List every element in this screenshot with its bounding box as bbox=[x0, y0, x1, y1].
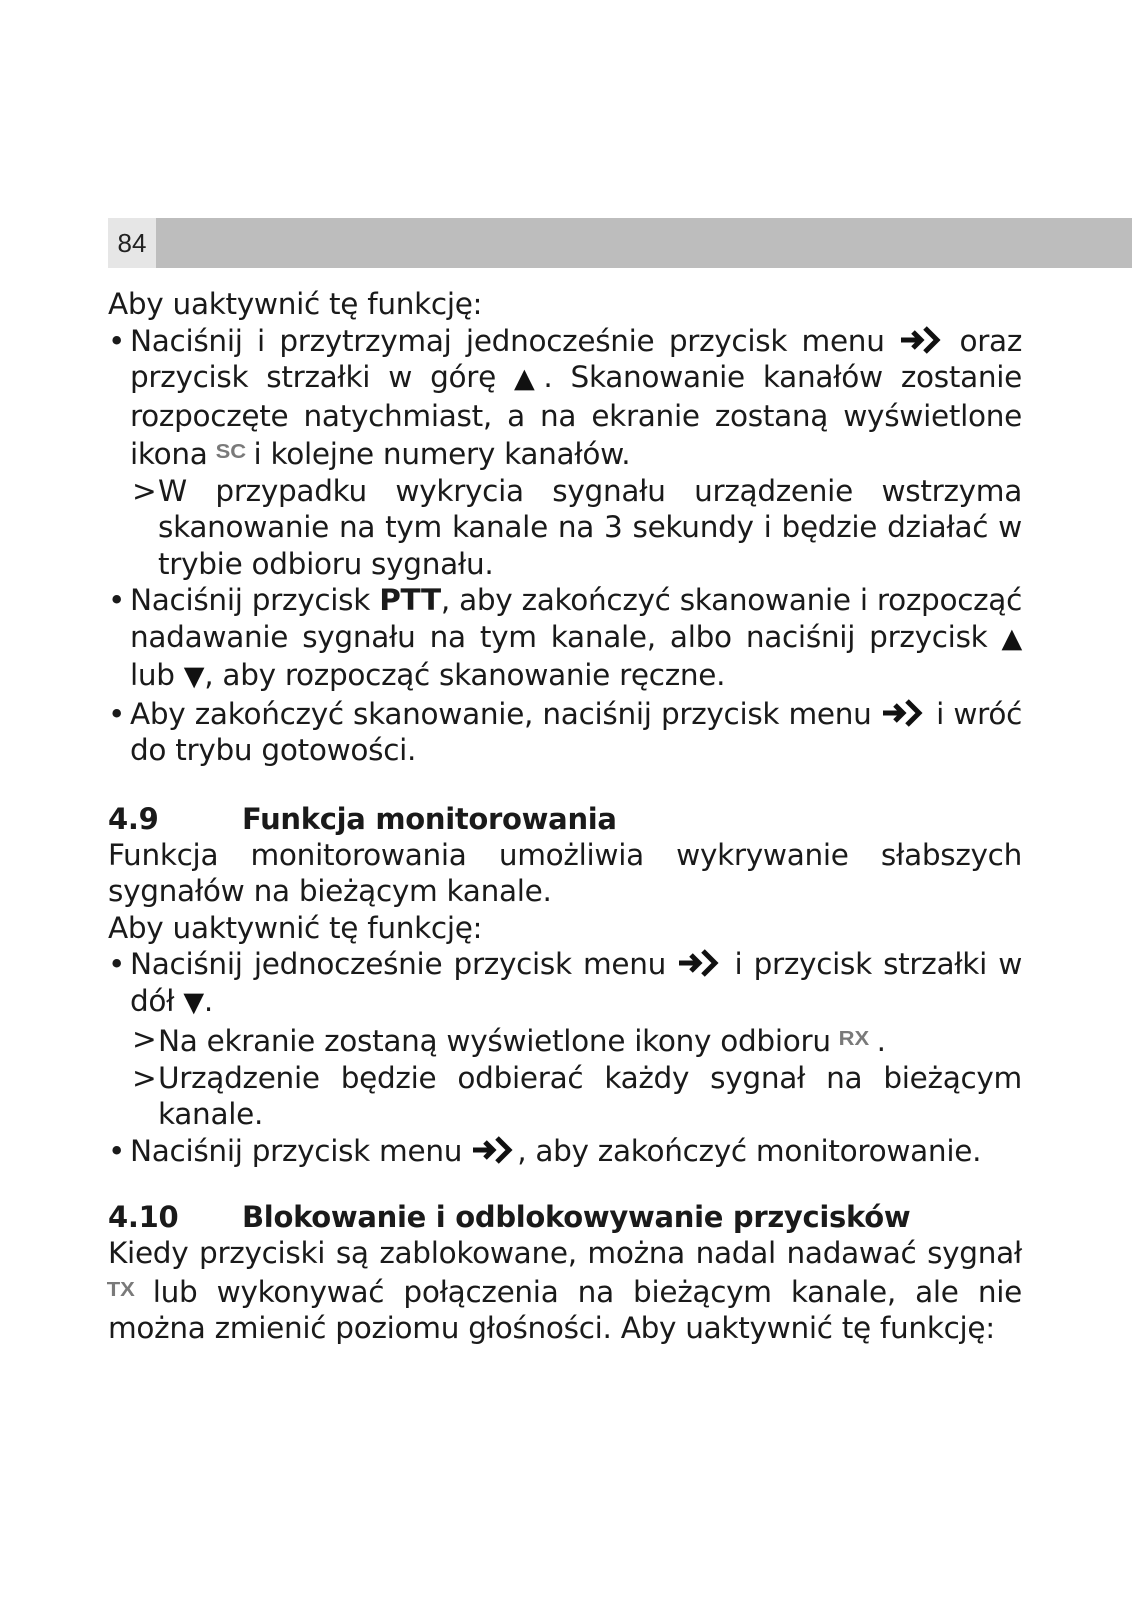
sub-marker: > bbox=[132, 1022, 157, 1056]
section-4-10-heading bbox=[108, 1199, 1022, 1235]
menu-arrow-icon bbox=[677, 948, 723, 978]
monitor-sub-2: > Urządzenie będzie odbierać każdy sygnał na bieżącym kanale. bbox=[132, 1060, 1022, 1131]
page-number: 84 bbox=[108, 218, 156, 268]
scan-bullet-3: • Aby zakończyć skanowanie, naciśnij przycisk menu i wróć do trybu gotowości. bbox=[108, 696, 1023, 767]
scan-sub-1: > W przypadku wykrycia sygnału urządzenie wstrzyma skanowanie na tym kanale na 3 sekundy i będzie działać w trybie odbioru sygnału. bbox=[132, 473, 1022, 581]
monitor-bullet-1: • Naciśnij jednocześnie przycisk menu i przycisk strzałki w dół ▼. bbox=[108, 947, 1023, 1018]
activate-label: Aby uaktywnić tę funkcję: bbox=[108, 910, 483, 945]
down-arrow-icon: ▼ bbox=[183, 661, 205, 692]
tx-icon: TX bbox=[106, 1278, 135, 1301]
menu-arrow-icon bbox=[471, 1135, 517, 1165]
scan-bullet-2: • Naciśnij przycisk PTT, aby zakończyć skanowanie i rozpocząć nadawanie sygnału na tym kanale, albo naciśnij przycisk ▲ lub ▼, aby rozpocząć skanowanie ręczne. bbox=[108, 583, 1023, 692]
activate-label: Aby uaktywnić tę funkcję: bbox=[108, 287, 483, 321]
monitor-sub-1: > Na ekranie zostaną wyświetlone ikony odbioru RX . bbox=[132, 1022, 886, 1058]
page-header-bar bbox=[108, 218, 1132, 268]
down-arrow-icon: ▼ bbox=[183, 986, 204, 1018]
section-number: 4.9 bbox=[108, 801, 159, 836]
section-title: Blokowanie i odblokowywanie przycisków bbox=[242, 1200, 911, 1234]
rx-icon: RX bbox=[838, 1028, 869, 1050]
section-4-9-para: Funkcja monitorowania umożliwia wykrywanie słabszych sygnałów na bieżącym kanale. bbox=[108, 837, 1022, 908]
section-4-10-para: Kiedy przyciski są zablokowane, można nadal nadawać sygnał TX lub wykonywać połączenia na bieżącym kanale, ale nie można zmienić poziomu głośności. Aby uaktywnić tę funkcję: bbox=[106, 1236, 1023, 1345]
bullet-dot: • bbox=[108, 583, 126, 617]
page-content bbox=[108, 286, 1022, 1347]
section-title: Funkcja monitorowania bbox=[242, 801, 617, 836]
sub-marker: > bbox=[132, 473, 157, 508]
bullet-dot: • bbox=[108, 323, 126, 358]
monitor-bullet-2: • Naciśnij przycisk menu , aby zakończyć monitorowanie. bbox=[108, 1133, 982, 1168]
sub-marker: > bbox=[132, 1060, 157, 1095]
bullet-dot: • bbox=[108, 696, 126, 731]
section-4-9-heading bbox=[108, 801, 1022, 837]
scan-bullet-1: • Naciśnij i przytrzymaj jednocześnie przycisk menu oraz przycisk strzałki w górę ▲. Skanowanie kanałów zostanie rozpoczęte natychmiast, a na ekranie zostaną wyświetlone ikona SC i kolejne numery kanałów. bbox=[108, 323, 1023, 471]
section-number: 4.10 bbox=[108, 1200, 179, 1234]
ptt-label: PTT bbox=[379, 583, 441, 617]
up-arrow-icon: ▲ bbox=[513, 363, 544, 394]
bullet-dot: • bbox=[108, 1133, 126, 1168]
bullet-dot: • bbox=[108, 947, 126, 981]
menu-arrow-icon bbox=[881, 698, 927, 728]
menu-arrow-icon bbox=[899, 325, 945, 355]
up-arrow-icon: ▲ bbox=[1001, 622, 1022, 654]
sc-icon: SC bbox=[215, 441, 246, 463]
